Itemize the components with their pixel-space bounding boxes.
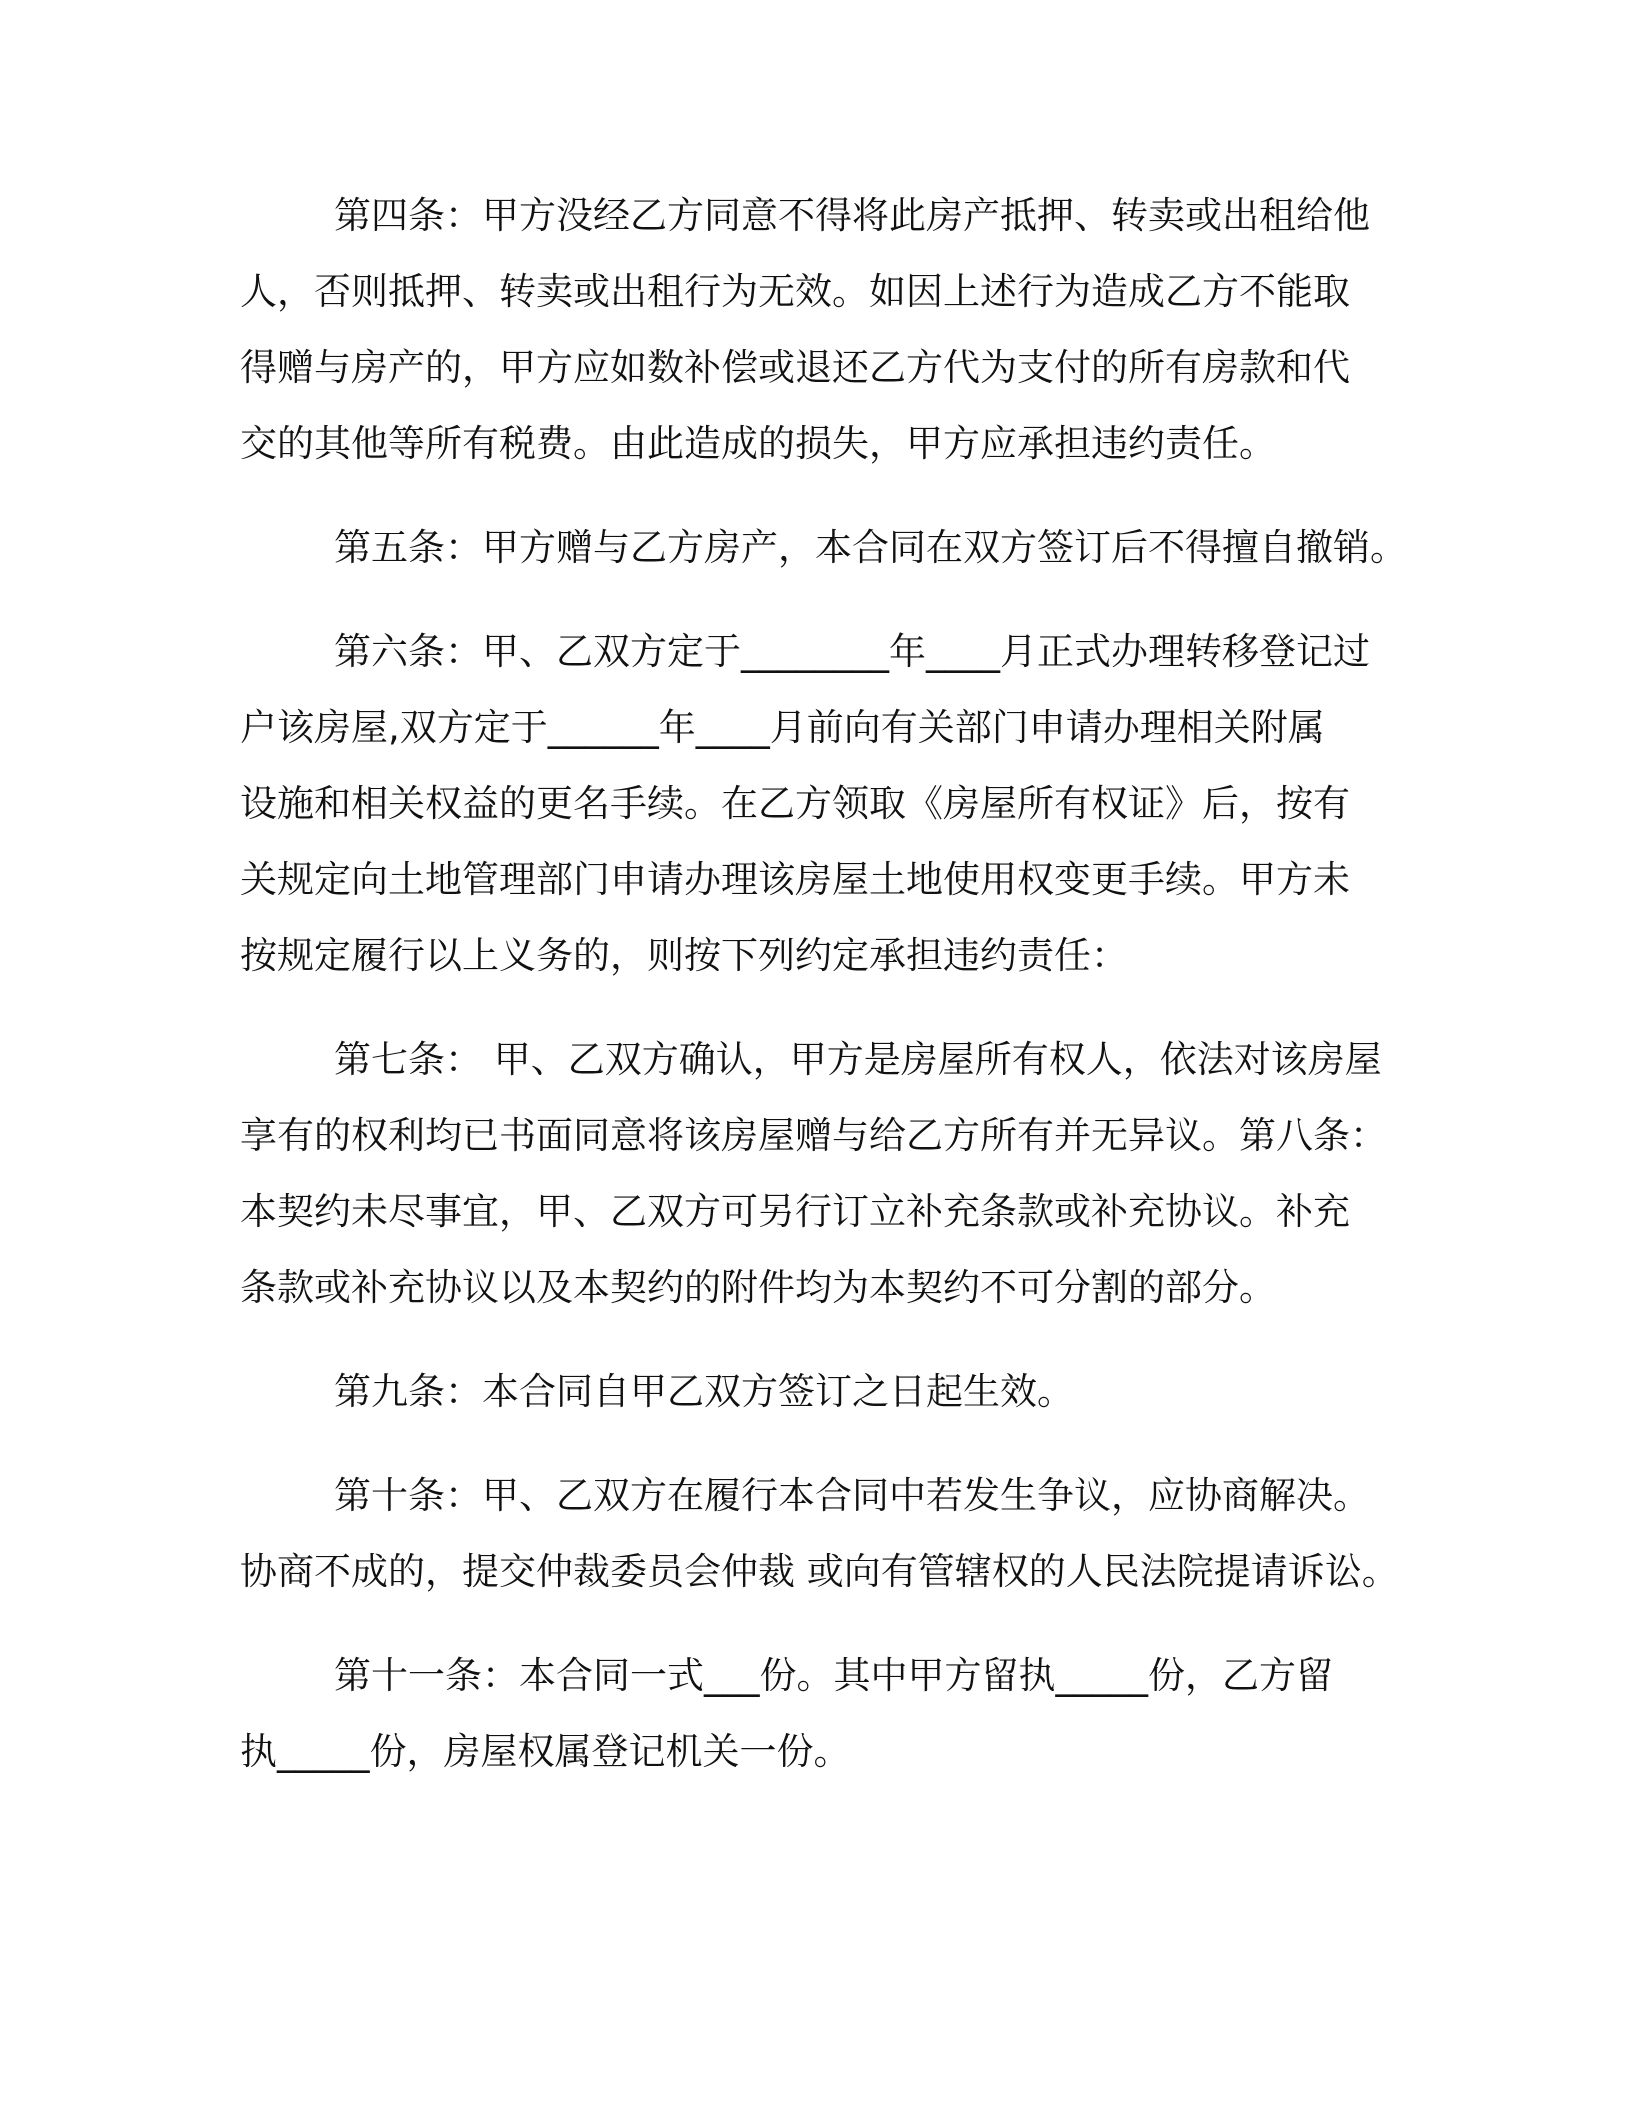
clause-line: 户该房屋,双方定于______年____月前向有关部门申请办理相关附属 bbox=[240, 706, 1325, 749]
clause-line: 第十一条：本合同一式___份。其中甲方留执_____份，乙方留 bbox=[334, 1654, 1333, 1697]
clause-line: 第十条：甲、乙双方在履行本合同中若发生争议，应协商解决。 bbox=[334, 1474, 1370, 1517]
clause-line: 第九条：本合同自甲乙双方签订之日起生效。 bbox=[334, 1370, 1074, 1413]
clause-9 bbox=[240, 1354, 1392, 1430]
contract-body bbox=[240, 178, 1407, 1818]
clause-line: 协商不成的，提交仲裁委员会仲裁 或向有管辖权的人民法院提请诉讼。 bbox=[240, 1550, 1399, 1593]
clause-line: 条款或补充协议以及本契约的附件均为本契约不可分割的部分。 bbox=[240, 1266, 1276, 1309]
clause-line: 关规定向土地管理部门申请办理该房屋土地使用权变更手续。甲方未 bbox=[240, 858, 1350, 901]
clause-11 bbox=[240, 1638, 1392, 1790]
clause-line: 享有的权利均已书面同意将该房屋赠与给乙方所有并无异议。第八条： bbox=[240, 1114, 1387, 1157]
clause-4 bbox=[240, 178, 1392, 482]
clause-7-8 bbox=[240, 1022, 1392, 1326]
clause-line: 按规定履行以上义务的，则按下列约定承担违约责任： bbox=[240, 934, 1128, 977]
clause-6 bbox=[240, 614, 1392, 994]
clause-5 bbox=[240, 510, 1407, 586]
clause-line: 第六条：甲、乙双方定于________年____月正式办理转移登记过 bbox=[334, 630, 1370, 673]
clause-line: 第四条：甲方没经乙方同意不得将此房产抵押、转卖或出租给他 bbox=[334, 194, 1370, 237]
clause-line: 第七条： 甲、乙双方确认，甲方是房屋所有权人，依法对该房屋 bbox=[334, 1038, 1382, 1081]
clause-line: 人，否则抵押、转卖或出租行为无效。如因上述行为造成乙方不能取 bbox=[240, 270, 1350, 313]
clause-line: 第五条：甲方赠与乙方房产，本合同在双方签订后不得擅自撤销。 bbox=[334, 526, 1407, 569]
clause-line: 得赠与房产的，甲方应如数补偿或退还乙方代为支付的所有房款和代 bbox=[240, 346, 1350, 389]
clause-10 bbox=[240, 1458, 1399, 1610]
clause-line: 交的其他等所有税费。由此造成的损失，甲方应承担违约责任。 bbox=[240, 422, 1276, 465]
clause-line: 本契约未尽事宜，甲、乙双方可另行订立补充条款或补充协议。补充 bbox=[240, 1190, 1350, 1233]
clause-line: 执_____份，房屋权属登记机关一份。 bbox=[240, 1730, 851, 1773]
clause-line: 设施和相关权益的更名手续。在乙方领取《房屋所有权证》后，按有 bbox=[240, 782, 1350, 825]
